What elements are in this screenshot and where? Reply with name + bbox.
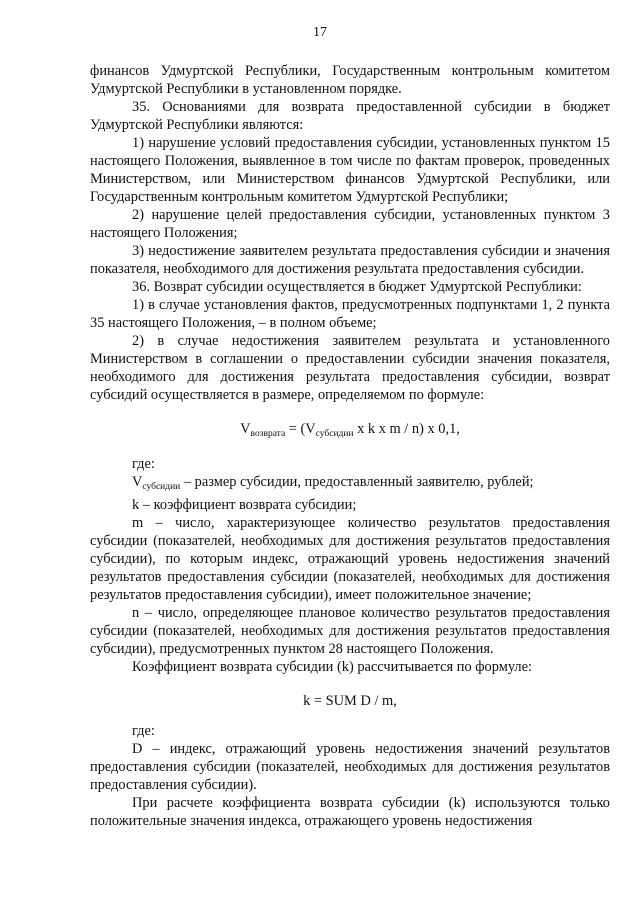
formula-coefficient: k = SUM D / m, xyxy=(303,693,397,709)
def-v: V xyxy=(132,474,143,490)
formula-v: V xyxy=(240,421,251,437)
def-v-sub: субсидии xyxy=(142,482,181,492)
def-v-text: – размер субсидии, предоставленный заявителю, рублей; xyxy=(180,474,534,490)
paragraph-36: 36. Возврат субсидии осуществляется в бюджет Удмуртской Республики: xyxy=(132,279,582,295)
formula-sub-return: возврата xyxy=(250,429,286,439)
paragraph-35: 35. Основаниями для возврата предоставленной субсидии в бюджет Удмуртской Республики являются: xyxy=(90,99,610,133)
definition-d: D – индекс, отражающий уровень недостижения значений результатов предоставления субсидии (показателей, необходимых для достижения результатов предоставления субсидии). xyxy=(90,741,610,793)
definition-m: m – число, характеризующее количество результатов предоставления субсидии (показателей, необходимых для достижения результатов предоставления субсидии), по которым индекс, отражающий уровень недостижения значений результатов предоставления субсидии (показателей, необходимых для достижения результатов предоставления субсидии), имеет положительное значение; xyxy=(90,515,610,603)
where-label-1: где: xyxy=(132,456,155,472)
formula-eq-open: = (V xyxy=(285,421,316,437)
paragraph-36-item-1: 1) в случае установления фактов, предусмотренных подпунктами 1, 2 пункта 35 настоящего Положения, – в полном объеме; xyxy=(90,297,610,331)
paragraph-continuation: финансов Удмуртской Республики, Государственным контрольным комитетом Удмуртской Республики в установленном порядке. xyxy=(90,63,610,97)
where-label-2: где: xyxy=(132,723,155,739)
definition-k: k – коэффициент возврата субсидии; xyxy=(132,497,357,513)
calculation-note: При расчете коэффициента возврата субсидии (k) используются только положительные значения индекса, отражающего уровень недостижения xyxy=(90,795,610,829)
definition-v-subsidy xyxy=(90,473,610,496)
paragraph-35-item-1: 1) нарушение условий предоставления субсидии, установленных пунктом 15 настоящего Положения, выявленное в том числе по фактам проверок, проведенных Министерством, или Министерством финансов Удмуртской Республики, или Государственным контрольным комитетом Удмуртской Республики; xyxy=(90,135,610,205)
formula-return-amount xyxy=(90,420,610,443)
definition-n: n – число, определяющее плановое количество результатов предоставления субсидии (показателей, необходимых для достижения результатов предоставления субсидии), предусмотренных пунктом 28 настоящего Положения. xyxy=(90,605,610,657)
formula-rest: x k x m / n) x 0,1, xyxy=(353,421,460,437)
formula-sub-subsidy: субсидии xyxy=(315,429,354,439)
page-number: 17 xyxy=(313,25,327,40)
paragraph-36-item-2: 2) в случае недостижения заявителем результата и установленного Министерством в соглашении о предоставлении субсидии значения показателя, необходимого для достижения результата предоставления субсидии, возврат субсидий осуществляется в размере, определяемом по формуле: xyxy=(90,333,610,403)
coefficient-intro: Коэффициент возврата субсидии (k) рассчитывается по формуле: xyxy=(132,659,532,675)
document-body xyxy=(90,62,610,830)
paragraph-35-item-3: 3) недостижение заявителем результата предоставления субсидии и значения показателя, необходимого для достижения результата предоставления субсидии. xyxy=(90,243,610,277)
paragraph-35-item-2: 2) нарушение целей предоставления субсидии, установленных пунктом 3 настоящего Положения; xyxy=(90,207,610,241)
